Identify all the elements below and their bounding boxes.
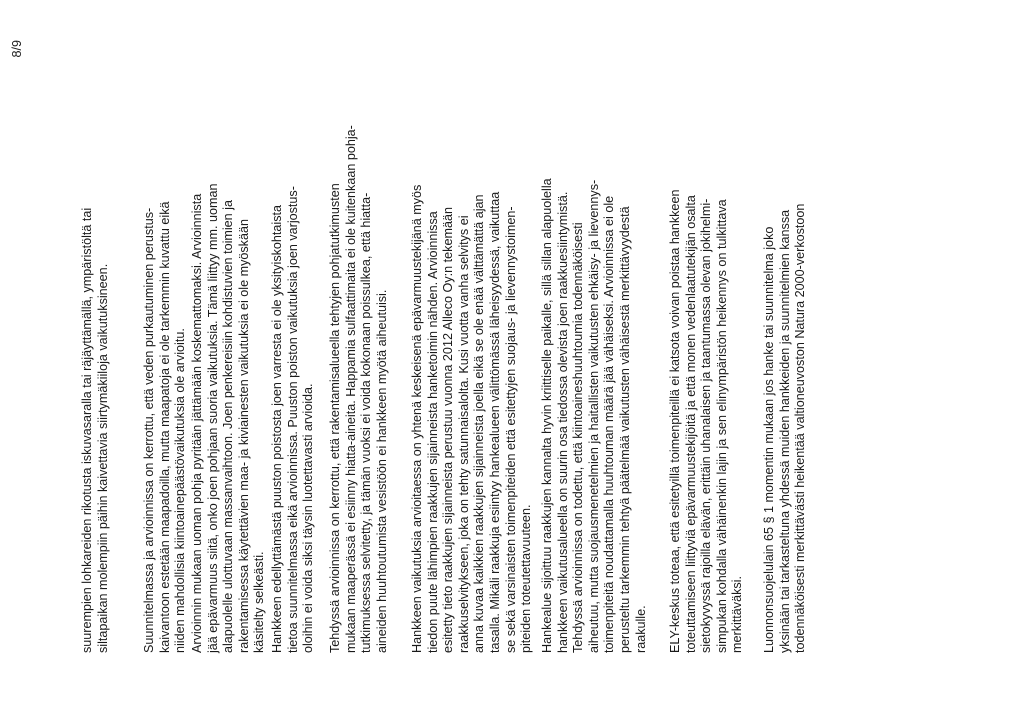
text-line: niiden mahdollisia kiintoainepäästövaikutuksia ole arvioitu. [173, 328, 188, 653]
text-line: perusteltu tarkemmin tehtyä päätelmää vaikutusten vähäisestä merkittävyydestä [617, 206, 632, 653]
text-line: tutkimuksessa selvitetty, ja tämän vuoksi ei voida kokonaan poissulkea, että hiatta- [359, 192, 374, 653]
text-line: suurempien lohkareiden rikotusta iskuvasaralla tai räjäyttämällä, ympäristöltä tai [80, 207, 94, 653]
text-line: Luonnonsuojelulain 65 § 1 momentin mukaan jos hanke tai suunnitelma joko [762, 226, 776, 653]
text-line: anna kuvaa kaikkien raakkujen sijainneista joella eikä se ole enää välttämättä ajan [472, 194, 487, 653]
paragraph [410, 93, 535, 653]
text-line: Hankkeen edellyttämästä puuston poistosta joen varresta ei ole yksityiskohtaista [270, 204, 284, 653]
text-line: toimenpiteitä noudattamalla huuhtouman määrä jää vähäiseksi. Arvioinnissa ei ole [602, 195, 617, 653]
text-line: mukaan maaperässä ei esiinny hiatta-aineita. Happamia sulfaattimaita ei ole kuitenkaan pohja- [343, 125, 358, 653]
text-line: Tehdyssä arvioinnissa on kerrottu, että rakentamisalueella tehtyjen pohjatutkimusten [328, 183, 342, 653]
text-line: aineiden huuhtoutumista vesistöön ei hankkeen myötä aiheutuisi. [374, 289, 389, 653]
text-line: tasalla. Mikäli raakkuja esiintyy hankealueen välittömässä läheisyydessä, vaikuttaa [487, 191, 502, 653]
text-line: ELY-keskus toteaa, että esitetyillä toimenpiteillä ei katsota voivan poistaa hankkeen [668, 189, 682, 653]
text-line: hankkeen vaikutusalueella on suurin osa tiedossa olevista joen raakkuesiintymistä. [555, 191, 570, 653]
paragraph [270, 93, 317, 653]
text-line: käsitelty selkeästi. [252, 551, 267, 653]
text-line: merkittäväksi. [730, 576, 745, 653]
text-line: Suunnitelmassa ja arvioinnissa on kerrottu, että veden purkautuminen perustus- [142, 207, 156, 653]
text-line: Hankealue sijoittuu raakkujen kannalta hyvin kriittiselle paikalle, sillä sillan alapuolella [540, 178, 554, 653]
text-line: sietokyvyssä rajoilla elävän, erittäin uhanalaisen ja taantumassa olevan jokihelmi- [699, 198, 714, 653]
text-line: alapuolelle ulottuvaan massanvaihtoon. Joen penkereisiin kohdistuvien toimien ja [221, 200, 236, 653]
text-line: aiheutuu, mutta suojausmenetelmien ja haitallisten vaikutusten ehkäisy- ja lievennys- [586, 179, 601, 653]
page-number: 8/9 [10, 40, 24, 58]
text-line: simpukan kohdalla vähäinenkin lajin ja sen elinympäristön heikennys on tulkittava [714, 199, 729, 653]
text-line: jää epävarmuus siitä, onko joen pohjaan suoria vaikutuksia. Tämä liittyy mm. uoman [205, 183, 220, 653]
paragraph [190, 93, 268, 653]
text-line: rakentamisessa käytettävien maa- ja kiviainesten vaikutuksia ei ole myöskään [236, 219, 251, 653]
text-line: Arvioinnin mukaan uoman pohja pyritään jättämään koskemattomaksi. Arvioinnista [190, 193, 204, 653]
text-line: yksinään tai tarkasteltuna yhdessä muiden hankkeiden ja suunnitelmien kanssa [777, 209, 792, 653]
text-line: kaivantoon estetään maapadoilla, mutta maapatoja ei ole tarkemmin kuvattu eikä [157, 201, 172, 653]
paragraph [328, 93, 390, 653]
text-line: tiedon puute lähimpien raakkujen sijainneista hanketoimin nähden. Arvioinnissa [425, 211, 440, 653]
text-line: tietoa suunnitelmassa eikä arvioinnissa. Puuston poiston vaikutuksia joen varjostus- [285, 186, 300, 653]
text-line: todennäköisesti merkittävästi heikentää valtioneuvoston Natura 2000-verkostoon [793, 203, 808, 653]
paragraph [80, 93, 111, 653]
text-line: se sekä varsinaisten toimenpiteiden että esitettyjen suojaus- ja lievennystoimen- [503, 206, 518, 653]
text-line: Tehdyssä arvioinnissa on todettu, että kiintoaineshuuhtoumia todennäköisesti [571, 222, 586, 653]
text-line: piteiden toteutettavuuteen. [519, 504, 534, 653]
paragraph [762, 93, 809, 653]
text-line: toteuttamiseen liittyviä epävarmuustekijöitä ja että monen vedenlaatutekijän osalta [683, 195, 698, 653]
text-line: siltapaikan molempiin päihin kaivettavia siirtymäkiiloja vaikutuksineen. [95, 263, 110, 653]
paragraph [540, 93, 649, 653]
text-line: oloihin ei voida siksi täysin luotettavasti arvioida. [301, 383, 316, 653]
text-line: raakulle. [633, 605, 648, 653]
paragraph [668, 93, 746, 653]
paragraph [142, 93, 189, 653]
text-line: esitetty tieto raakkujen sijainneista perustuu vuonna 2012 Alleco Oy:n tekemään [441, 207, 456, 653]
text-line: Hankkeen vaikutuksia arvioitaessa on yhtenä keskeisenä epävarmuustekijänä myös [410, 184, 424, 653]
text-line: raakkuselvitykseen, joka on tehty satunnaisalolta. Kusi vuotta vanha selvitys ei [456, 215, 471, 653]
